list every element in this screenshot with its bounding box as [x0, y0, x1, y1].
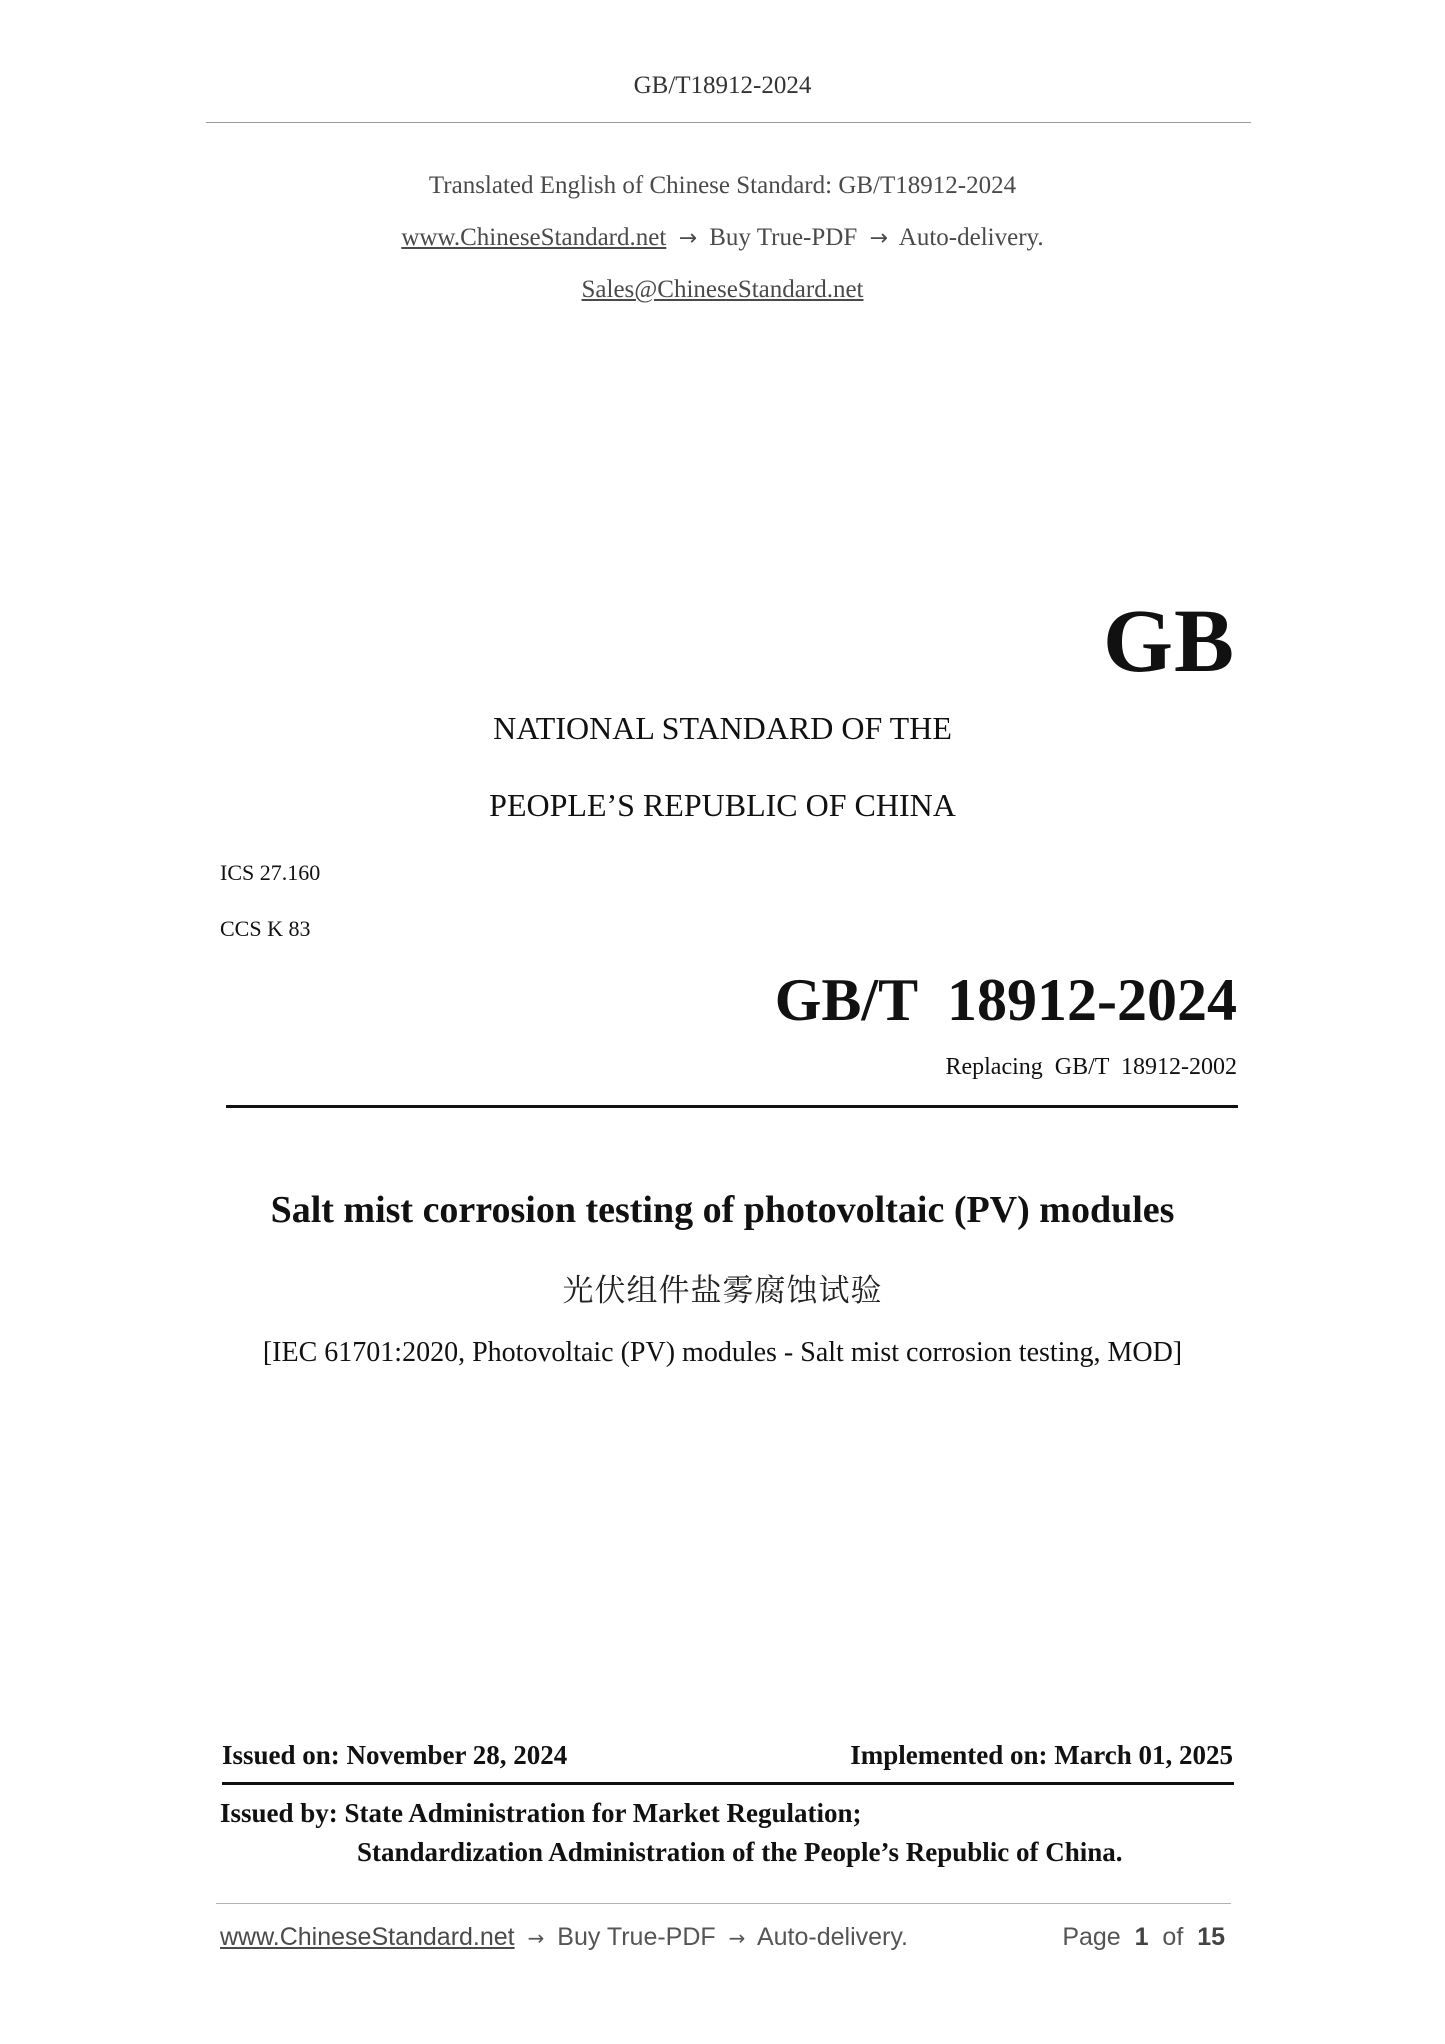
promo-line	[0, 224, 1445, 252]
arrow-right-icon: →	[869, 226, 888, 251]
translation-notice: Translated English of Chinese Standard: GB/T18912-2024	[428, 172, 1017, 199]
iec-reference: [IEC 61701:2020, Photovoltaic (PV) modules - Salt mist corrosion testing, MOD]	[262, 1337, 1183, 1368]
buy-text: Buy True-PDF	[709, 224, 858, 251]
arrow-right-icon: →	[678, 226, 697, 251]
arrow-right-icon: →	[728, 1926, 746, 1950]
standard-number: GB/T 18912-2024	[774, 967, 1237, 1033]
header-divider	[206, 122, 1251, 123]
footer-delivery-text: Auto-delivery.	[756, 1923, 908, 1951]
footer-site-link[interactable]: www.ChineseStandard.net	[220, 1923, 515, 1951]
footer-divider	[216, 1903, 1231, 1904]
document-title: Salt mist corrosion testing of photovoltaic (PV) modules	[270, 1189, 1175, 1231]
gb-mark: GB	[1102, 592, 1235, 691]
footer-promo	[220, 1923, 908, 1952]
sales-email-link[interactable]: Sales@ChineseStandard.net	[581, 276, 864, 303]
page-indicator	[1062, 1923, 1225, 1952]
replacing-standard: Replacing GB/T 18912-2002	[945, 1054, 1237, 1080]
national-standard-line2: PEOPLE’S REPUBLIC OF CHINA	[489, 787, 956, 823]
issued-by-line1: Issued by: State Administration for Market Regulation;	[220, 1798, 862, 1828]
issue-divider	[222, 1782, 1234, 1785]
ics-code: ICS 27.160	[220, 860, 321, 885]
footer-buy-text: Buy True-PDF	[557, 1923, 716, 1951]
ccs-code: CCS K 83	[220, 916, 311, 941]
running-head: GB/T18912-2024	[633, 72, 812, 99]
page-current: 1	[1134, 1923, 1149, 1951]
page-label: Page	[1062, 1923, 1121, 1951]
site-link[interactable]: www.ChineseStandard.net	[401, 224, 667, 251]
national-standard-line1: NATIONAL STANDARD OF THE	[493, 710, 952, 746]
title-divider	[226, 1105, 1238, 1108]
arrow-right-icon: →	[527, 1926, 545, 1950]
page-total: 15	[1197, 1923, 1225, 1951]
page-of: of	[1162, 1923, 1184, 1951]
delivery-text: Auto-delivery.	[898, 224, 1044, 251]
issued-by-line2: Standardization Administration of the People’s Republic of China.	[357, 1837, 1123, 1867]
email-line	[0, 276, 1445, 304]
document-title-chinese: 光伏组件盐雾腐蚀试验	[562, 1273, 883, 1309]
issued-on-date: Issued on: November 28, 2024	[222, 1740, 568, 1770]
implemented-on-date: Implemented on: March 01, 2025	[850, 1740, 1233, 1770]
